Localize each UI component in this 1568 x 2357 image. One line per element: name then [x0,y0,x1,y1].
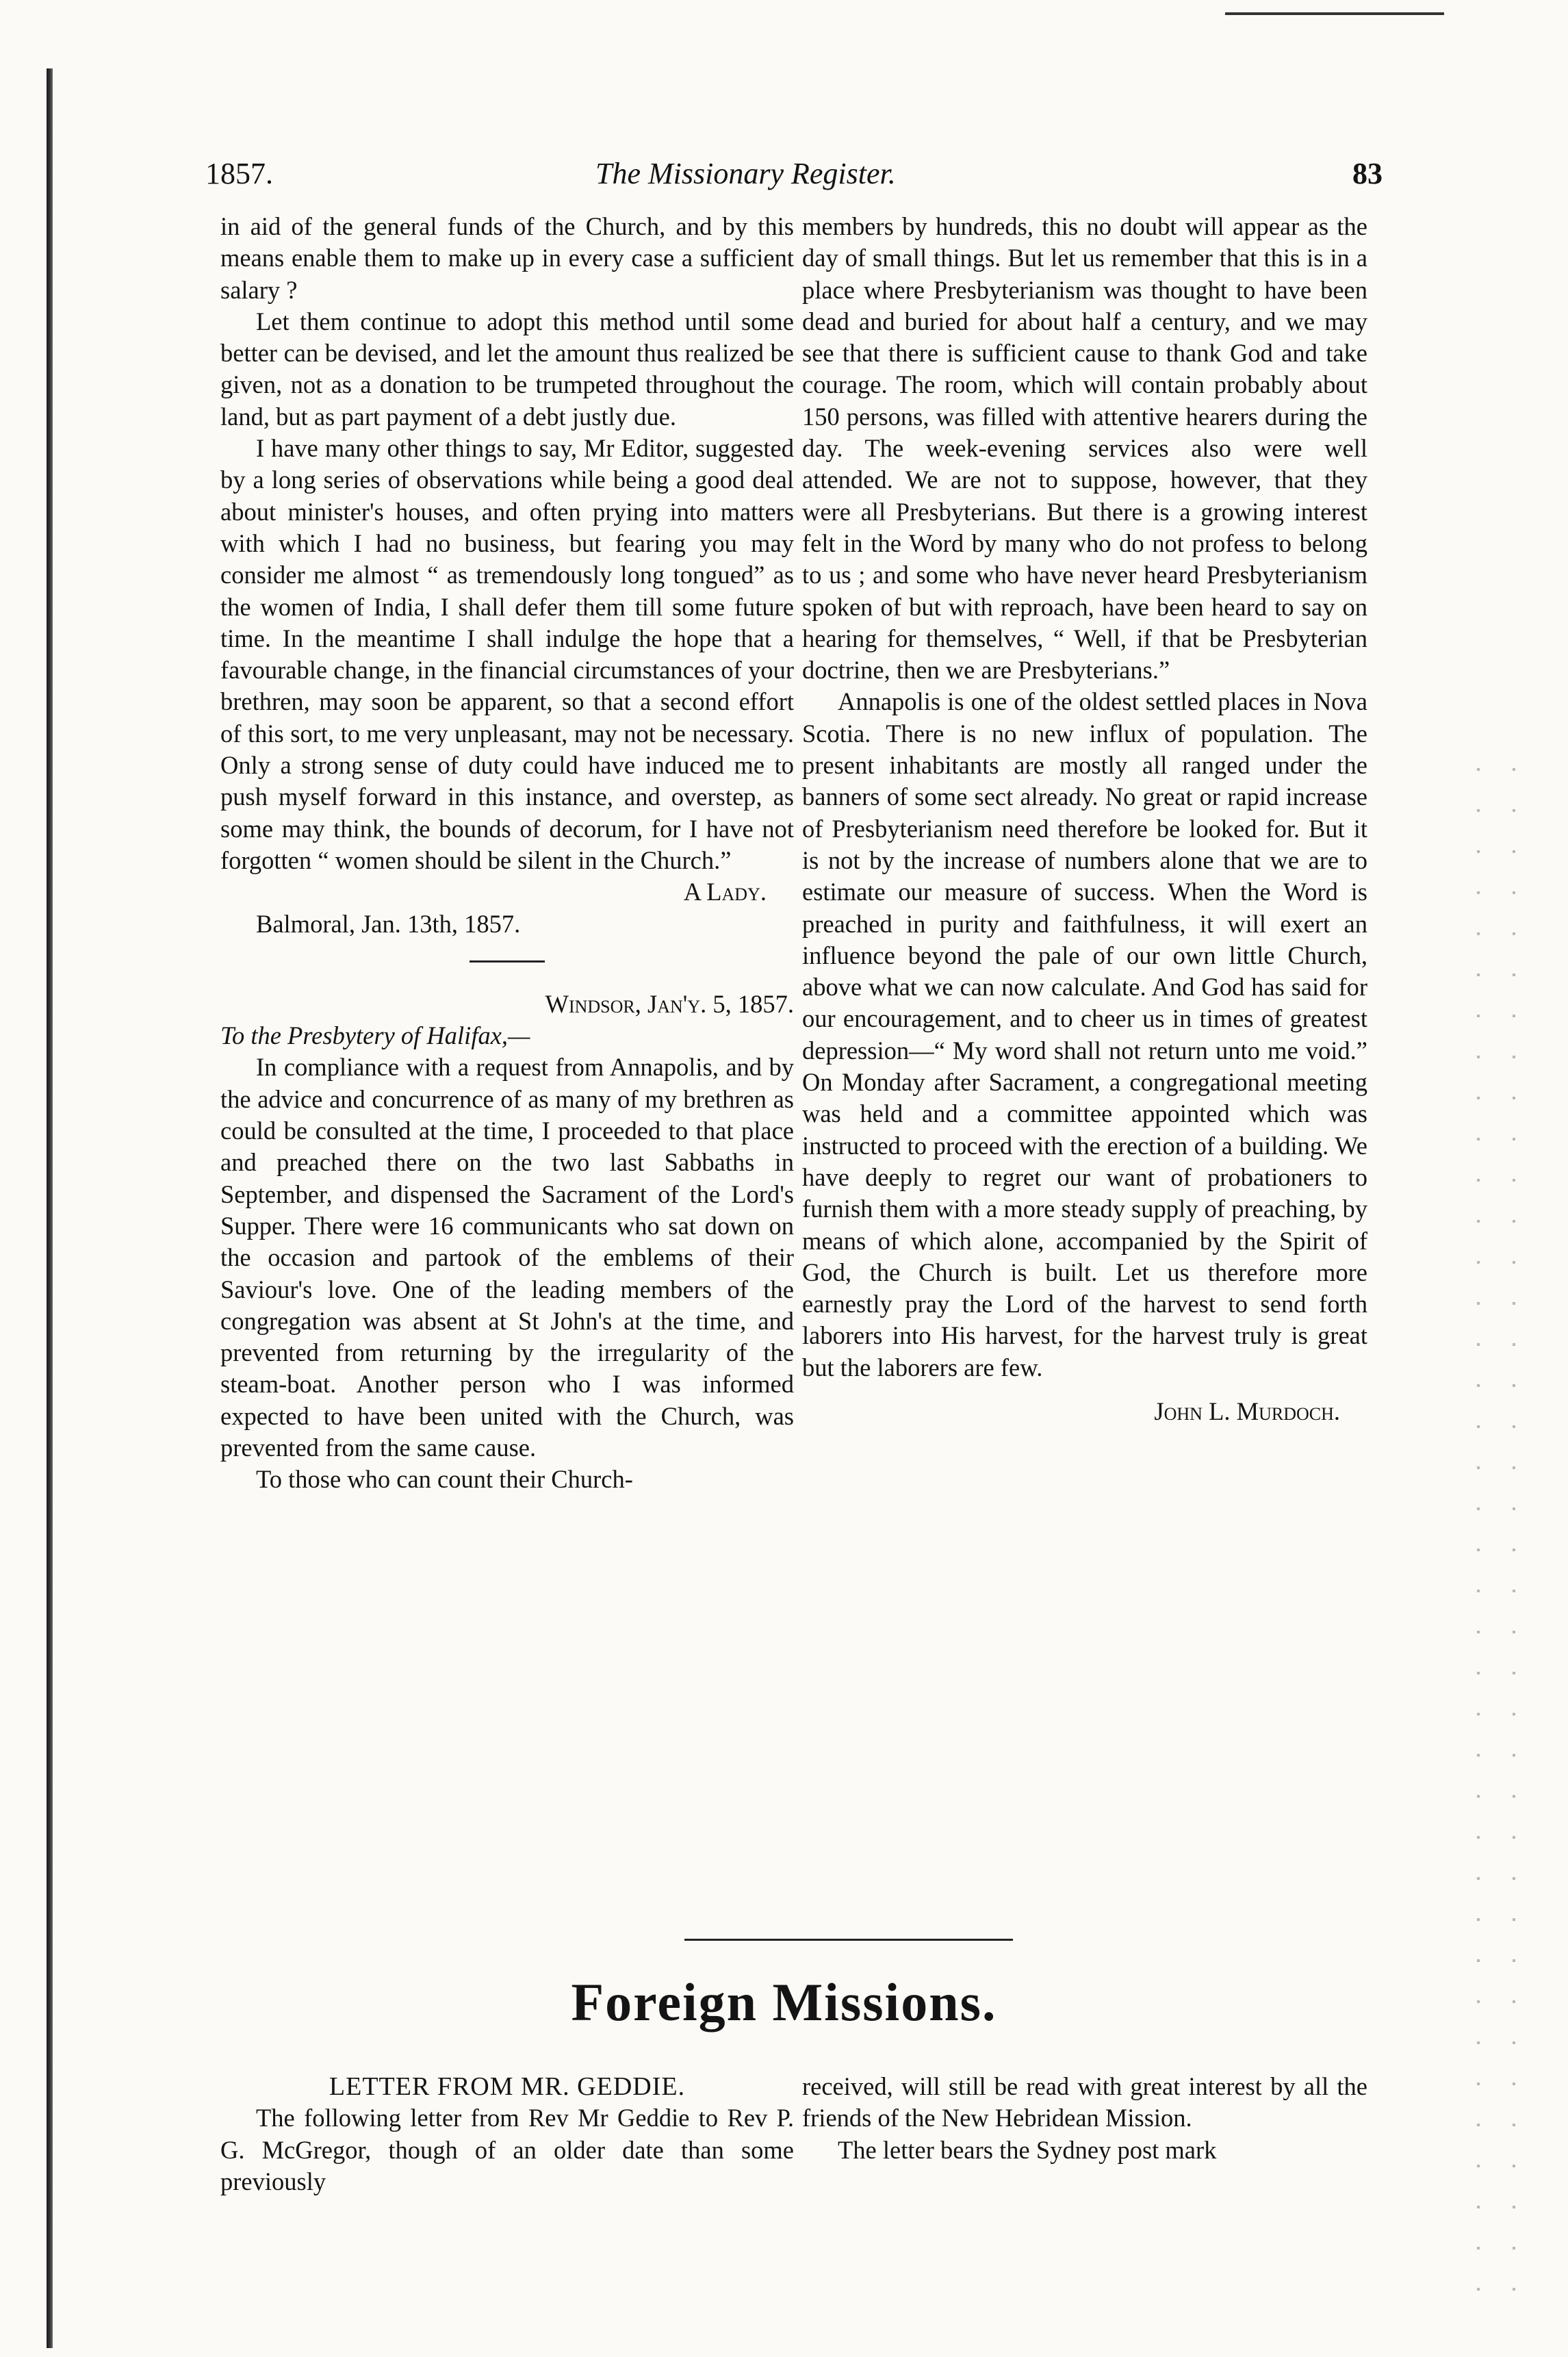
page-number: 83 [1352,157,1383,190]
bottom-left-column [220,2071,794,2197]
right-paragraph-1: members by hundreds, this no doubt will appear as the day of small things. But let us remember that this is in a place where Presbyterianism was thought to have been dead and buried for about half a century, and we may see that there is sufficient cause to thank God and take courage. The room, which will contain probably about 150 persons, was filled with attentive hearers during the day. The week-evening services also were well attended. We are not to suppose, however, that they were all Presbyterians. But there is a growing interest felt in the Word by many who do not profess to belong to us ; and some who have never heard Presbyterianism spoken of but with reproach, have been heard to say on hearing for themselves, “ Well, if that be Presbyterian doctrine, then we are Presbyterians.” [802,212,1367,685]
section-heading: Foreign Missions. [571,1972,997,2032]
margin-specks [1471,753,1554,2328]
letter-signoff [220,876,767,908]
signoff-name: A Lady. [683,878,767,906]
left-column [220,211,794,1496]
left-paragraph-1: in aid of the general funds of the Church, and by this means enable them to make up in every case a sufficient salary ? [220,212,794,304]
top-rule [1225,12,1444,15]
running-header [205,156,1383,197]
place-date: Balmoral, Jan. 13th, 1857. [256,909,521,938]
bottom-right-paragraph-2: The letter bears the Sydney post mark [838,2135,1217,2164]
left-paragraph-5: To those who can count their Church- [256,1465,633,1494]
bottom-left-paragraph: The following letter from Rev Mr Geddie to Rev P. G. McGregor, though of an older date than some previously [220,2104,794,2195]
signature: John L. Murdoch. [1154,1397,1340,1425]
letter-heading: LETTER FROM MR. GEDDIE. [329,2072,686,2101]
left-paragraph-3: I have many other things to say, Mr Editor, suggested by a long series of observations while being a good deal about minister's houses, and often prying into matters with which I had no business, but fearing you may consider me almost “ as tremendously long tongued” as the women of India, I shall defer them till some future time. In the meantime I shall indulge the hope that a favourable change, in the financial circumstances of your brethren, may soon be apparent, so that a second effort of this sort, to me very unpleasant, may not be necessary. Only a strong sense of duty could have induced me to push myself forward in this instance, and overstep, as some may think, the bounds of decorum, for I have not forgotten “ women should be silent in the Church.” [220,434,794,874]
dateline: Windsor, Jan'y. 5, 1857. [545,989,794,1018]
right-paragraph-2: Annapolis is one of the oldest settled places in Nova Scotia. There is no new influx of population. The present inhabitants are mostly all ranged under the banners of some sect already. No great or rapid increase of Presbyterianism need therefore be looked for. But it is not by the increase of numbers alone that we are to estimate our measure of success. When the Word is preached in purity and faithfulness, it will exert an influence beyond the pale of our own little Church, above what we can now calculate. And God has said for our encouragement, and to cheer us in times of greatest depression—“ My word shall not return unto me void.” On Monday after Sacrament, a congregational meeting was held and a committee appointed which was instructed to proceed with the erection of a building. We have deeply to regret our want of probationers to furnish them with a more steady supply of preaching, by means of which alone, accompanied by the Spirit of God, the Church is built. Let us therefore more earnestly pray the Lord of the harvest to send forth laborers into His harvest, for the harvest truly is great but the laborers are few. [802,687,1367,1381]
bottom-right-paragraph: received, will still be read with great interest by all the friends of the New Hebridean Mission. [802,2072,1367,2132]
left-paragraph-4: In compliance with a request from Annapolis, and by the advice and concurrence of as many of my brethren as could be consulted at the time, I proceeded to that place and preached there on the two last Sabbaths in September, and dispensed the Sacrament of the Lord's Supper. There were 16 communicants who sat down on the occasion and partook of the emblems of their Saviour's love. One of the leading members of the congregation was absent at St John's at the time, and prevented from returning by the irregularity of the steam-boat. Another person who I was informed expected to have been united with the Church, was prevented from the same cause. [220,1053,794,1462]
right-column [802,211,1367,1427]
header-title: The Missionary Register. [595,157,896,190]
addressee: To the Presbytery of Halifax,— [220,1021,530,1050]
left-paragraph-2: Let them continue to adopt this method until some better can be devised, and let the amount thus realized be given, not as a donation to be trumpeted throughout the land, but as part payment of a debt justly due. [220,307,794,431]
section-divider [684,1939,1013,1941]
bottom-right-column [802,2071,1367,2166]
divider-rule [470,960,545,963]
header-year: 1857. [205,157,273,190]
